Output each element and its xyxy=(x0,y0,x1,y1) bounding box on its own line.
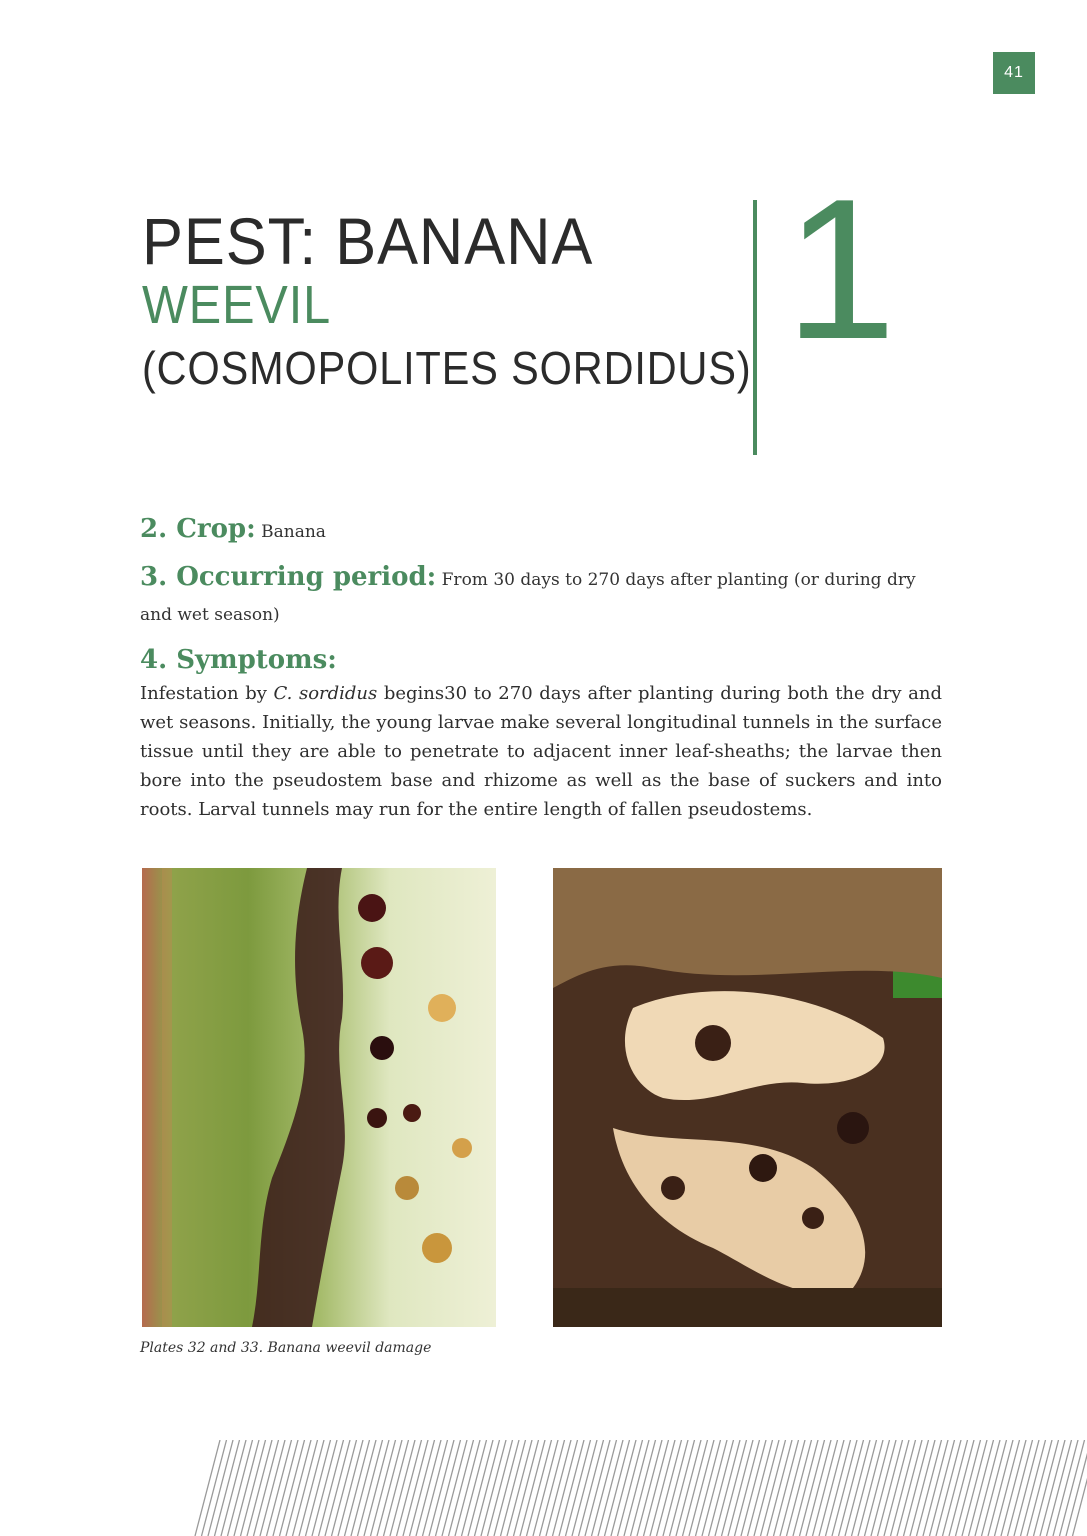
hatch-line xyxy=(442,1440,467,1536)
crop-value: Banana xyxy=(261,522,326,542)
hatch-line xyxy=(1040,1440,1065,1536)
page-number: 41 xyxy=(993,52,1035,94)
hatch-line xyxy=(631,1440,656,1536)
title-line-2: WEEVIL xyxy=(142,275,332,335)
hatch-line xyxy=(241,1440,266,1536)
hatch-line xyxy=(598,1440,623,1536)
hatch-line xyxy=(546,1440,571,1536)
hatch-line xyxy=(735,1440,760,1536)
title-divider xyxy=(753,200,757,455)
hatch-line xyxy=(923,1440,948,1536)
hatch-line xyxy=(475,1440,500,1536)
hatch-line xyxy=(423,1440,448,1536)
hatch-line xyxy=(956,1440,981,1536)
hatch-line xyxy=(540,1440,565,1536)
hatch-line xyxy=(780,1440,805,1536)
hatch-line xyxy=(364,1440,389,1536)
hatch-line xyxy=(995,1440,1020,1536)
hatch-line xyxy=(988,1440,1013,1536)
hatch-line xyxy=(267,1440,292,1536)
hatch-line xyxy=(254,1440,279,1536)
hatch-line xyxy=(390,1440,415,1536)
hatch-line xyxy=(1060,1440,1085,1536)
hatch-line xyxy=(481,1440,506,1536)
hatch-line xyxy=(787,1440,812,1536)
decorative-hatch-pattern xyxy=(190,1440,1087,1536)
hatch-line xyxy=(917,1440,942,1536)
hatch-line xyxy=(975,1440,1000,1536)
hatch-line xyxy=(371,1440,396,1536)
hatch-line xyxy=(930,1440,955,1536)
hatch-line xyxy=(319,1440,344,1536)
hatch-line xyxy=(345,1440,370,1536)
hatch-line xyxy=(462,1440,487,1536)
hatch-line xyxy=(644,1440,669,1536)
hatch-line xyxy=(702,1440,727,1536)
hatch-line xyxy=(377,1440,402,1536)
hatch-line xyxy=(982,1440,1007,1536)
crop-field xyxy=(140,512,942,550)
title-line-1: PEST: BANANA xyxy=(142,204,594,278)
hatch-line xyxy=(468,1440,493,1536)
hatch-line xyxy=(962,1440,987,1536)
hatch-line xyxy=(670,1440,695,1536)
crop-label: 2. Crop: xyxy=(140,514,256,544)
page-title xyxy=(142,204,752,403)
hatch-line xyxy=(488,1440,513,1536)
symptoms-text-after: begins30 to 270 days after planting during both the dry and wet seasons. Initially, the young larvae make several longitudinal tunnels in the surface tissue until they are able to penetrate to adjacent inner leaf-sheaths; the larvae then bore into the pseudostem base and rhizome as well as the base of suckers and into roots. Larval tunnels may run for the entire length of fallen pseudostems. xyxy=(140,683,942,820)
hatch-line xyxy=(306,1440,331,1536)
period-field xyxy=(140,560,942,633)
hatch-line xyxy=(728,1440,753,1536)
hatch-line xyxy=(228,1440,253,1536)
hatch-line xyxy=(501,1440,526,1536)
hatch-line xyxy=(826,1440,851,1536)
hatch-line xyxy=(618,1440,643,1536)
hatch-line xyxy=(553,1440,578,1536)
hatch-line xyxy=(208,1440,233,1536)
hatch-line xyxy=(793,1440,818,1536)
hatch-line xyxy=(260,1440,285,1536)
plate-33-photo xyxy=(553,868,942,1327)
hatch-line xyxy=(273,1440,298,1536)
hatch-line xyxy=(566,1440,591,1536)
hatch-line xyxy=(832,1440,857,1536)
hatch-line xyxy=(403,1440,428,1536)
hatch-line xyxy=(1008,1440,1033,1536)
species-name: C. sordidus xyxy=(273,683,378,704)
hatch-line xyxy=(520,1440,545,1536)
hatch-line xyxy=(696,1440,721,1536)
hatch-line xyxy=(683,1440,708,1536)
hatch-line xyxy=(969,1440,994,1536)
symptoms-heading xyxy=(140,643,942,681)
hatch-line xyxy=(351,1440,376,1536)
hatch-line xyxy=(397,1440,422,1536)
hatch-line xyxy=(416,1440,441,1536)
hatch-line xyxy=(527,1440,552,1536)
hatch-line xyxy=(312,1440,337,1536)
hatch-line xyxy=(741,1440,766,1536)
hatch-line xyxy=(624,1440,649,1536)
hatch-line xyxy=(722,1440,747,1536)
hatch-line xyxy=(1053,1440,1078,1536)
plate-32-photo xyxy=(142,868,496,1327)
hatch-line xyxy=(904,1440,929,1536)
hatch-line xyxy=(605,1440,630,1536)
symptoms-text xyxy=(140,679,942,824)
hatch-line xyxy=(637,1440,662,1536)
hatch-line xyxy=(1034,1440,1059,1536)
hatch-line xyxy=(852,1440,877,1536)
symptoms-label: 4. Symptoms: xyxy=(140,645,337,675)
hatch-line xyxy=(494,1440,519,1536)
hatch-line xyxy=(715,1440,740,1536)
hatch-line xyxy=(449,1440,474,1536)
hatch-line xyxy=(754,1440,779,1536)
hatch-line xyxy=(689,1440,714,1536)
hatch-line xyxy=(299,1440,324,1536)
hatch-line xyxy=(897,1440,922,1536)
hatch-line xyxy=(878,1440,903,1536)
hatch-line xyxy=(1021,1440,1046,1536)
hatch-line xyxy=(865,1440,890,1536)
hatch-line xyxy=(663,1440,688,1536)
hatch-line xyxy=(748,1440,773,1536)
hatch-line xyxy=(247,1440,272,1536)
hatch-line xyxy=(429,1440,454,1536)
hatch-line xyxy=(657,1440,682,1536)
hatch-line xyxy=(676,1440,701,1536)
hatch-line xyxy=(774,1440,799,1536)
title-line-3: (COSMOPOLITES SORDIDUS) xyxy=(142,342,752,394)
hatch-line xyxy=(1047,1440,1072,1536)
hatch-line xyxy=(293,1440,318,1536)
hatch-line xyxy=(234,1440,259,1536)
hatch-line xyxy=(572,1440,597,1536)
hatch-line xyxy=(650,1440,675,1536)
figure-caption: Plates 32 and 33. Banana weevil damage xyxy=(140,1340,432,1356)
hatch-line xyxy=(819,1440,844,1536)
hatch-line xyxy=(384,1440,409,1536)
hatch-line xyxy=(507,1440,532,1536)
hatch-line xyxy=(611,1440,636,1536)
hatch-line xyxy=(845,1440,870,1536)
hatch-line xyxy=(813,1440,838,1536)
hatch-line xyxy=(839,1440,864,1536)
hatch-line xyxy=(592,1440,617,1536)
hatch-line xyxy=(410,1440,435,1536)
hatch-line xyxy=(1027,1440,1052,1536)
hatch-line xyxy=(910,1440,935,1536)
hatch-line xyxy=(806,1440,831,1536)
hatch-line xyxy=(858,1440,883,1536)
hatch-line xyxy=(533,1440,558,1536)
hatch-line xyxy=(761,1440,786,1536)
hatch-line xyxy=(195,1440,220,1536)
hatch-line xyxy=(891,1440,916,1536)
hatch-line xyxy=(559,1440,584,1536)
hatch-line xyxy=(709,1440,734,1536)
hatch-line xyxy=(767,1440,792,1536)
hatch-line xyxy=(455,1440,480,1536)
hatch-line xyxy=(884,1440,909,1536)
hatch-line xyxy=(215,1440,240,1536)
main-content xyxy=(140,512,942,842)
hatch-line xyxy=(332,1440,357,1536)
section-number: 1 xyxy=(785,158,897,381)
hatch-line xyxy=(943,1440,968,1536)
hatch-line xyxy=(1001,1440,1026,1536)
hatch-line xyxy=(436,1440,461,1536)
hatch-line xyxy=(936,1440,961,1536)
hatch-line xyxy=(286,1440,311,1536)
hatch-line xyxy=(280,1440,305,1536)
hatch-line xyxy=(949,1440,974,1536)
hatch-line xyxy=(514,1440,539,1536)
period-label: 3. Occurring period: xyxy=(140,562,437,592)
period-value: From 30 days to 270 days after planting (or during dry and wet season) xyxy=(140,570,916,625)
hatch-line xyxy=(358,1440,383,1536)
hatch-line xyxy=(338,1440,363,1536)
symptoms-text-before: Infestation by xyxy=(140,683,274,704)
hatch-line xyxy=(325,1440,350,1536)
hatch-line xyxy=(800,1440,825,1536)
hatch-line xyxy=(1014,1440,1039,1536)
hatch-line xyxy=(871,1440,896,1536)
hatch-line xyxy=(202,1440,227,1536)
hatch-line xyxy=(585,1440,610,1536)
hatch-line xyxy=(221,1440,246,1536)
hatch-line xyxy=(579,1440,604,1536)
